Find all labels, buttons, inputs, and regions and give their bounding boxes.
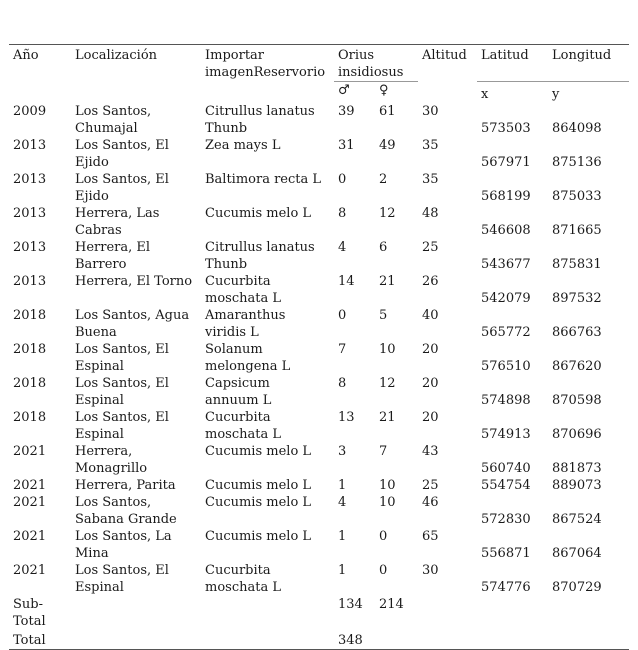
cell-location-line1: Los Santos, El [75,563,169,578]
cell-longitude-y: 864098 [552,121,602,136]
cell-location-line1: Herrera, El Torno [75,274,193,289]
cell-location-line2: Espinal [75,359,124,374]
cell-altitude: 46 [422,495,439,510]
cell-female-count: 2 [379,172,388,187]
cell-male-count: 7 [338,342,347,357]
cell-latitude-x: 574776 [481,580,531,595]
cell-altitude: 25 [422,240,439,255]
subtotal-empty [418,596,477,632]
cell-year: 2021 [13,444,47,459]
cell-location-line2: Barrero [75,257,127,272]
cell-latitude-x: 567971 [481,155,531,170]
cell-year: 2013 [13,274,47,289]
cell-female-count: 6 [379,240,388,255]
cell-reservoir [201,562,334,596]
cell-location [71,375,201,409]
cell-male-count: 4 [338,495,347,510]
header-orius [334,45,418,82]
cell-longitude-y: 870729 [552,580,602,595]
cell-year: 2013 [13,240,47,255]
cell-reservoir-line1: Amaranthus [205,308,286,323]
cell-year: 2013 [13,172,47,187]
cell-longitude-y: 870696 [552,427,602,442]
cell-longitude-y: 867064 [552,546,602,561]
header-x: x [477,82,548,104]
header-altitude: Altitud [418,45,477,82]
cell-longitude-y: 875831 [552,257,602,272]
cell-longitude-y: 881873 [552,461,602,476]
subtotal-label-line2: Total [13,614,46,629]
cell-reservoir [201,171,334,205]
cell-location-line2: Ejido [75,155,109,170]
cell-location-line2: Sabana Grande [75,512,177,527]
cell-year: 2021 [13,478,47,493]
total-value: 348 [334,632,418,650]
cell-latitude-x: 556871 [481,546,531,561]
header-location: Localización [71,45,201,82]
cell-longitude-y: 897532 [552,291,602,306]
cell-female-count: 7 [379,444,388,459]
subheader-row [9,82,629,104]
table-row [9,205,629,239]
cell-female-count: 5 [379,308,388,323]
cell-location [71,205,201,239]
cell-location-line2: Cabras [75,223,122,238]
cell-year: 2013 [13,206,47,221]
cell-male-count: 0 [338,172,347,187]
cell-reservoir-line1: Cucurbita [205,563,271,578]
cell-location-line1: Los Santos, Agua [75,308,190,323]
header-reservoir [201,45,334,82]
cell-female-count: 61 [379,104,396,119]
header-row [9,45,629,82]
cell-reservoir-line2: Thunb [205,257,248,272]
table-row [9,409,629,443]
cell-location [71,239,201,273]
table-row [9,528,629,562]
cell-location-line1: Herrera, Parita [75,478,176,493]
cell-reservoir [201,528,334,562]
cell-longitude-y: 875136 [552,155,602,170]
cell-male-count: 1 [338,563,347,578]
cell-reservoir-line2: viridis L [205,325,259,340]
cell-reservoir-line1: Cucumis melo L [205,206,312,221]
cell-location [71,494,201,528]
cell-reservoir [201,494,334,528]
cell-longitude-y: 866763 [552,325,602,340]
cell-location [71,341,201,375]
cell-male-count: 8 [338,206,347,221]
subheader-blank [201,82,334,104]
cell-reservoir-line2: melongena L [205,359,291,374]
cell-reservoir-line1: Capsicum [205,376,270,391]
table-row [9,239,629,273]
subtotal-label-line1: Sub- [13,597,43,612]
cell-reservoir-line2: moschata L [205,580,281,595]
subtotal-row [9,596,629,632]
cell-location-line1: Herrera, El [75,240,151,255]
cell-reservoir [201,341,334,375]
cell-location-line1: Herrera, Las [75,206,160,221]
cell-male-count: 31 [338,138,355,153]
cell-location [71,171,201,205]
cell-reservoir-line1: Cucumis melo L [205,478,312,493]
cell-year: 2021 [13,495,47,510]
cell-location-line2: Ejido [75,189,109,204]
cell-location-line1: Los Santos, El [75,410,169,425]
table-row [9,443,629,477]
cell-male-count: 1 [338,478,347,493]
cell-latitude-x: 574913 [481,427,531,442]
cell-year: 2013 [13,138,47,153]
cell-female-count: 0 [379,529,388,544]
cell-reservoir [201,273,334,307]
cell-male-count: 4 [338,240,347,255]
header-reservoir-line2: imagenReservorio [205,65,326,80]
cell-male-count: 0 [338,308,347,323]
cell-location-line2: Monagrillo [75,461,148,476]
cell-reservoir [201,409,334,443]
cell-reservoir [201,137,334,171]
cell-reservoir-line2: annuum L [205,393,272,408]
subheader-blank [71,82,201,104]
cell-altitude: 40 [422,308,439,323]
cell-reservoir-line2: moschata L [205,291,281,306]
cell-location [71,307,201,341]
cell-location-line1: Los Santos, [75,104,152,119]
cell-reservoir-line2: moschata L [205,427,281,442]
cell-reservoir-line1: Cucurbita [205,410,271,425]
cell-reservoir-line1: Citrullus lanatus [205,240,315,255]
subtotal-label [9,596,71,632]
subtotal-empty [201,596,334,632]
cell-altitude: 48 [422,206,439,221]
subtotal-empty [71,596,201,632]
cell-location-line2: Espinal [75,393,124,408]
cell-location-line1: Los Santos, La [75,529,172,544]
cell-location-line2: Mina [75,546,109,561]
cell-reservoir [201,239,334,273]
cell-female-count: 10 [379,478,396,493]
cell-latitude-x: 572830 [481,512,531,527]
table-row [9,494,629,528]
cell-altitude: 43 [422,444,439,459]
subheader-blank [418,82,477,104]
orius-collection-table [9,44,629,650]
cell-altitude: 30 [422,563,439,578]
cell-year: 2009 [13,104,47,119]
cell-reservoir [201,307,334,341]
cell-reservoir-line2: Thunb [205,121,248,136]
cell-latitude-x: 574898 [481,393,531,408]
cell-latitude-x: 546608 [481,223,531,238]
male-symbol-icon: ♂ [334,82,375,104]
cell-location-line2: Buena [75,325,117,340]
cell-location-line2: Chumajal [75,121,138,136]
subtotal-empty [477,596,548,632]
table-row [9,171,629,205]
cell-female-count: 21 [379,274,396,289]
cell-female-count: 0 [379,563,388,578]
table-row [9,307,629,341]
cell-location-line2: Espinal [75,580,124,595]
cell-latitude-x: 565772 [481,325,531,340]
cell-reservoir-line1: Cucumis melo L [205,444,312,459]
cell-altitude: 35 [422,172,439,187]
cell-female-count: 21 [379,410,396,425]
cell-reservoir-line1: Baltimora recta L [205,172,322,187]
cell-location [71,409,201,443]
cell-year: 2018 [13,342,47,357]
cell-female-count: 49 [379,138,396,153]
cell-altitude: 30 [422,104,439,119]
header-orius-line2: insidiosus [338,65,404,80]
cell-longitude-y: 875033 [552,189,602,204]
cell-female-count: 10 [379,342,396,357]
table-row [9,341,629,375]
header-reservoir-line1: Importar [205,48,265,63]
cell-reservoir [201,477,334,494]
cell-reservoir-line1: Cucurbita [205,274,271,289]
cell-longitude-y: 889073 [552,478,602,493]
cell-reservoir [201,103,334,137]
cell-female-count: 12 [379,376,396,391]
cell-location [71,477,201,494]
table-row [9,562,629,596]
cell-longitude-y: 871665 [552,223,602,238]
cell-reservoir-line1: Solanum [205,342,263,357]
cell-male-count: 3 [338,444,347,459]
table-row [9,137,629,171]
cell-longitude-y: 870598 [552,393,602,408]
female-symbol-icon: ♀ [375,82,418,104]
cell-altitude: 35 [422,138,439,153]
cell-latitude-x: 560740 [481,461,531,476]
table-row [9,477,629,494]
cell-year: 2018 [13,308,47,323]
cell-male-count: 14 [338,274,355,289]
header-longitude: Longitud [548,45,629,82]
cell-female-count: 12 [379,206,396,221]
cell-latitude-x: 568199 [481,189,531,204]
cell-location-line1: Los Santos, El [75,138,169,153]
header-latitude: Latitud [477,45,548,82]
cell-location [71,443,201,477]
table-row [9,273,629,307]
table-row [9,375,629,409]
cell-year: 2018 [13,376,47,391]
cell-longitude-y: 867524 [552,512,602,527]
cell-longitude-y: 867620 [552,359,602,374]
cell-reservoir-line1: Citrullus lanatus [205,104,315,119]
header-y: y [548,82,629,104]
cell-male-count: 8 [338,376,347,391]
cell-altitude: 20 [422,410,439,425]
total-label: Total [9,632,71,650]
cell-reservoir-line1: Cucumis melo L [205,529,312,544]
cell-female-count: 10 [379,495,396,510]
cell-location-line1: Los Santos, [75,495,152,510]
cell-altitude: 65 [422,529,439,544]
cell-location-line2: Espinal [75,427,124,442]
cell-altitude: 25 [422,478,439,493]
cell-year: 2021 [13,529,47,544]
cell-location-line1: Herrera, [75,444,133,459]
cell-location [71,562,201,596]
subheader-blank [9,82,71,104]
cell-reservoir-line1: Cucumis melo L [205,495,312,510]
cell-reservoir [201,375,334,409]
cell-male-count: 1 [338,529,347,544]
cell-year: 2018 [13,410,47,425]
subtotal-empty [548,596,629,632]
cell-location [71,103,201,137]
cell-latitude-x: 554754 [481,478,531,493]
cell-altitude: 20 [422,376,439,391]
table-body [9,103,629,650]
subtotal-male: 134 [338,597,363,612]
cell-male-count: 39 [338,104,355,119]
cell-reservoir [201,443,334,477]
subtotal-female: 214 [379,597,404,612]
cell-year: 2021 [13,563,47,578]
cell-location [71,137,201,171]
cell-location [71,528,201,562]
cell-latitude-x: 573503 [481,121,531,136]
cell-location-line1: Los Santos, El [75,172,169,187]
cell-altitude: 26 [422,274,439,289]
cell-location-line1: Los Santos, El [75,376,169,391]
cell-reservoir [201,205,334,239]
cell-location-line1: Los Santos, El [75,342,169,357]
cell-latitude-x: 542079 [481,291,531,306]
cell-latitude-x: 576510 [481,359,531,374]
cell-altitude: 20 [422,342,439,357]
cell-male-count: 13 [338,410,355,425]
header-year: Año [9,45,71,82]
cell-location [71,273,201,307]
cell-latitude-x: 543677 [481,257,531,272]
table-row [9,103,629,137]
cell-reservoir-line1: Zea mays L [205,138,281,153]
header-orius-line1: Orius [338,48,375,63]
